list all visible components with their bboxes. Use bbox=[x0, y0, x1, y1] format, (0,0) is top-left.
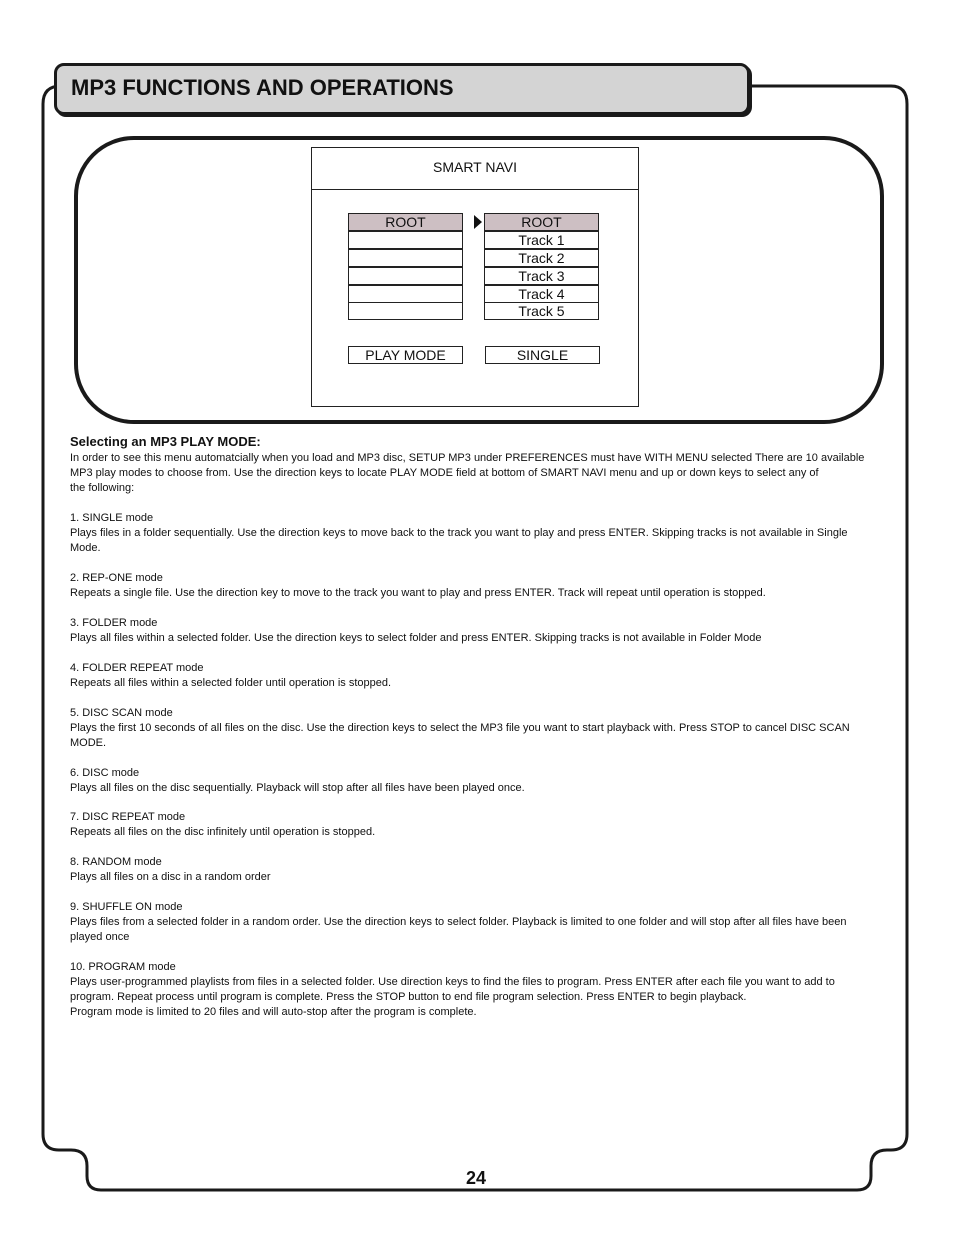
mode-item bbox=[70, 616, 870, 646]
mode-description: Repeats a single file. Use the direction key to move to the track you want to play and press ENTER. Track will repeat until operation is stopped. bbox=[70, 587, 766, 599]
mode-title: 3. FOLDER mode bbox=[70, 617, 158, 629]
track-cell: Track 5 bbox=[484, 302, 599, 320]
mode-item bbox=[70, 810, 870, 840]
folder-cell bbox=[348, 249, 463, 267]
mode-description: Plays files from a selected folder in a random order. Use the direction keys to select folder. Playback is limited to one folder and will stop after all files have been bbox=[70, 916, 847, 928]
mode-description: Plays all files on the disc sequentially. Playback will stop after all files have been played once. bbox=[70, 782, 525, 794]
selection-arrow-icon bbox=[474, 215, 482, 229]
track-cell: Track 3 bbox=[484, 267, 599, 285]
page-number: 24 bbox=[466, 1168, 487, 1188]
folder-cell bbox=[348, 302, 463, 320]
folder-cell bbox=[348, 267, 463, 285]
intro-line: In order to see this menu automatcially when you load and MP3 disc, SETUP MP3 under PREFERENCES must have WITH MENU selected There are 10 available bbox=[70, 452, 865, 464]
smart-navi-title-bar bbox=[312, 148, 638, 190]
section-heading: Selecting an MP3 PLAY MODE: bbox=[70, 434, 261, 449]
mode-title: 5. DISC SCAN mode bbox=[70, 707, 173, 719]
mode-description: Program mode is limited to 20 files and will auto-stop after the program is complete. bbox=[70, 1006, 477, 1018]
mode-item bbox=[70, 766, 870, 796]
intro-line: MP3 play modes to choose from. Use the direction keys to locate PLAY MODE field at bottom of SMART NAVI menu and up or down keys to select any of bbox=[70, 467, 819, 479]
mode-description: program. Repeat process until program is complete. Press the STOP button to end file program selection. Press ENTER to begin playback. bbox=[70, 991, 747, 1003]
mode-item bbox=[70, 661, 870, 691]
track-cell: Track 1 bbox=[484, 231, 599, 249]
folder-cell bbox=[348, 285, 463, 303]
smart-navi-menu bbox=[311, 147, 639, 407]
track-cell: Track 4 bbox=[484, 285, 599, 303]
mode-item bbox=[70, 960, 870, 1020]
mode-title: 6. DISC mode bbox=[70, 767, 140, 779]
mode-title: 1. SINGLE mode bbox=[70, 512, 154, 524]
mode-item bbox=[70, 900, 870, 945]
mode-description: Plays files in a folder sequentially. Use the direction keys to move back to the track you want to play and press ENTER. Skipping tracks is not available in Single bbox=[70, 527, 848, 539]
mode-description: Repeats all files within a selected folder until operation is stopped. bbox=[70, 677, 392, 689]
play-mode-label: PLAY MODE bbox=[348, 346, 463, 364]
mode-title: 4. FOLDER REPEAT mode bbox=[70, 662, 204, 674]
mode-title: 9. SHUFFLE ON mode bbox=[70, 901, 183, 913]
intro-line: the following: bbox=[70, 482, 135, 494]
header-tab bbox=[54, 63, 750, 115]
mode-description: Repeats all files on the disc infinitely until operation is stopped. bbox=[70, 826, 376, 838]
page-title: MP3 FUNCTIONS AND OPERATIONS bbox=[71, 75, 454, 100]
smart-navi-title: SMART NAVI bbox=[432, 159, 518, 175]
mode-item bbox=[70, 511, 870, 556]
mode-item bbox=[70, 706, 870, 751]
mode-title: 7. DISC REPEAT mode bbox=[70, 811, 186, 823]
intro-text bbox=[70, 451, 870, 496]
mode-description: played once bbox=[70, 931, 130, 943]
mode-description: Mode. bbox=[70, 542, 101, 554]
mode-description: MODE. bbox=[70, 737, 107, 749]
track-root-cell: ROOT bbox=[484, 213, 599, 231]
play-mode-value: SINGLE bbox=[485, 346, 600, 364]
folder-root-cell: ROOT bbox=[348, 213, 463, 231]
mode-description: Plays all files within a selected folder. Use the direction keys to select folder and press ENTER. Skipping tracks is not available in Folder Mode bbox=[70, 632, 762, 644]
mode-description: Plays user-programmed playlists from files in a selected folder. Use direction keys to find the files to program. Press ENTER after each file you want to add to bbox=[70, 976, 835, 988]
mode-description: Plays all files on a disc in a random order bbox=[70, 871, 271, 883]
mode-item bbox=[70, 855, 870, 885]
mode-title: 8. RANDOM mode bbox=[70, 856, 162, 868]
mode-item bbox=[70, 571, 870, 601]
mode-title: 2. REP-ONE mode bbox=[70, 572, 163, 584]
folder-cell bbox=[348, 231, 463, 249]
mode-title: 10. PROGRAM mode bbox=[70, 961, 176, 973]
mode-description: Plays the first 10 seconds of all files on the disc. Use the direction keys to select the MP3 file you want to start playback with. Press STOP to cancel DISC SCAN bbox=[70, 722, 850, 734]
track-cell: Track 2 bbox=[484, 249, 599, 267]
